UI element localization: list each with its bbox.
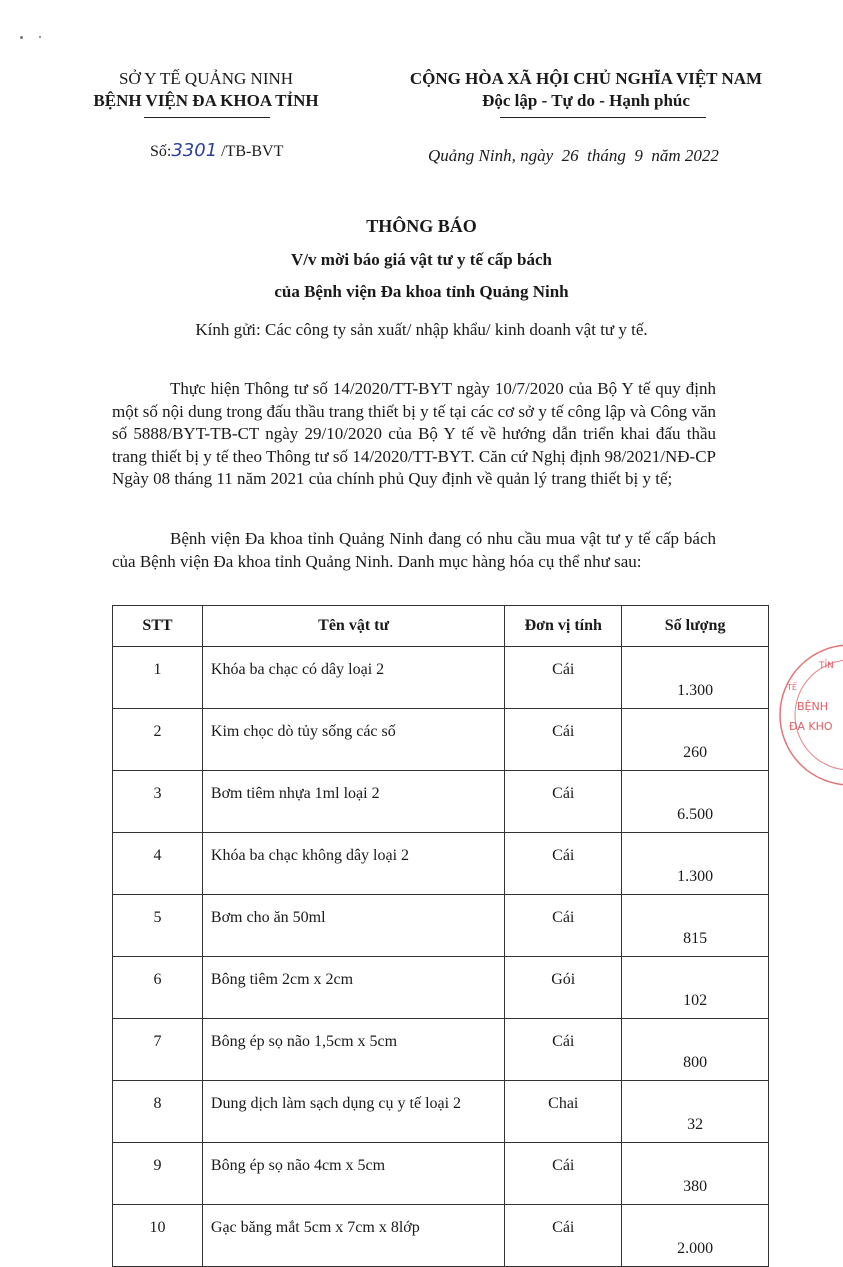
hospital-seal xyxy=(775,640,843,790)
table-row xyxy=(113,709,769,771)
row-unit: Cái xyxy=(505,1205,622,1267)
row-stt: 3 xyxy=(113,771,203,833)
row-item-name: Bông tiêm 2cm x 2cm xyxy=(202,957,504,1019)
row-quantity: 380 xyxy=(622,1143,769,1205)
row-stt: 7 xyxy=(113,1019,203,1081)
row-quantity: 815 xyxy=(622,895,769,957)
body-paragraph-1-text: Thực hiện Thông tư số 14/2020/TT-BYT ngày 10/7/2020 của Bộ Y tế quy định một số nội dung trong đấu thầu trang thiết bị y tế tại các cơ sở y tế công lập và Công văn số 5888/BYT-TB-CT ngày 29/10/2020 của Bộ Y tế về hướng dẫn triển khai đấu thầu trang thiết bị y tế theo Thông tư số 14/2020/TT-BYT. Căn cứ Nghị định 98/2021/NĐ-CP Ngày 08 tháng 11 năm 2021 của chính phủ Quy định về quản lý trang thiết bị y tế; xyxy=(112,379,716,488)
col-header-unit: Đơn vị tính xyxy=(505,606,622,647)
table-row xyxy=(113,833,769,895)
row-stt: 2 xyxy=(113,709,203,771)
agency-header xyxy=(86,68,326,112)
agency-underline xyxy=(144,117,270,118)
seal-inner-ring xyxy=(795,660,843,770)
body-paragraph-1 xyxy=(112,378,716,491)
row-item-name: Khóa ba chạc không dây loại 2 xyxy=(202,833,504,895)
row-unit: Cái xyxy=(505,1143,622,1205)
seal-text-line2: ĐA KHO xyxy=(789,720,833,733)
row-stt: 10 xyxy=(113,1205,203,1267)
row-stt: 6 xyxy=(113,957,203,1019)
document-subject: V/v mời báo giá vật tư y tế cấp bách xyxy=(291,250,552,269)
row-stt: 9 xyxy=(113,1143,203,1205)
document-subject-org: của Bệnh viện Đa khoa tỉnh Quảng Ninh xyxy=(274,282,569,301)
document-number-suffix: /TB-BVT xyxy=(221,143,284,160)
seal-top-text: TỈN xyxy=(819,661,834,671)
body-paragraph-2 xyxy=(112,528,716,573)
row-unit: Cái xyxy=(505,709,622,771)
table-row xyxy=(113,1143,769,1205)
seal-icon xyxy=(775,640,843,790)
row-unit: Cái xyxy=(505,771,622,833)
row-quantity: 2.000 xyxy=(622,1205,769,1267)
table-row xyxy=(113,1205,769,1267)
row-quantity: 1.300 xyxy=(622,647,769,709)
seal-text-line1: BỆNH xyxy=(797,700,828,713)
row-unit: Gói xyxy=(505,957,622,1019)
document-number-prefix: Số: xyxy=(150,143,172,160)
seal-side-text: TẾ xyxy=(787,683,797,692)
table-row xyxy=(113,1081,769,1143)
row-item-name: Bông ép sọ não 4cm x 5cm xyxy=(202,1143,504,1205)
national-title: CỘNG HÒA XÃ HỘI CHỦ NGHĨA VIỆT NAM xyxy=(409,69,763,88)
row-item-name: Bơm tiêm nhựa 1ml loại 2 xyxy=(202,771,504,833)
agency-name: BỆNH VIỆN ĐA KHOA TỈNH xyxy=(93,91,319,110)
table-header-row xyxy=(113,606,769,647)
row-quantity: 102 xyxy=(622,957,769,1019)
row-item-name: Bông ép sọ não 1,5cm x 5cm xyxy=(202,1019,504,1081)
body-paragraph-2-text: Bệnh viện Đa khoa tỉnh Quảng Ninh đang có nhu cầu mua vật tư y tế cấp bách của Bệnh viện Đa khoa tỉnh Quảng Ninh. Danh mục hàng hóa cụ thể như sau: xyxy=(112,529,716,571)
document-number-handwritten: 3301 xyxy=(171,140,218,161)
recipient-line: Kính gửi: Các công ty sản xuất/ nhập khẩu/ kinh doanh vật tư y tế. xyxy=(195,320,648,339)
row-item-name: Dung dịch làm sạch dụng cụ y tế loại 2 xyxy=(202,1081,504,1143)
row-stt: 4 xyxy=(113,833,203,895)
row-item-name: Kim chọc dò tủy sống các số xyxy=(202,709,504,771)
document-number xyxy=(150,140,283,161)
row-quantity: 32 xyxy=(622,1081,769,1143)
row-unit: Cái xyxy=(505,647,622,709)
col-header-stt: STT xyxy=(113,606,203,647)
row-item-name: Gạc băng mắt 5cm x 7cm x 8lớp xyxy=(202,1205,504,1267)
national-header xyxy=(376,68,796,112)
table-row xyxy=(113,1019,769,1081)
row-quantity: 6.500 xyxy=(622,771,769,833)
place-date: Quảng Ninh, ngày 26 tháng 9 năm 2022 xyxy=(428,146,719,165)
row-item-name: Bơm cho ăn 50ml xyxy=(202,895,504,957)
agency-parent: SỞ Y TẾ QUẢNG NINH xyxy=(118,69,294,88)
table-row xyxy=(113,647,769,709)
motto-underline xyxy=(500,117,706,118)
row-item-name: Khóa ba chạc có dây loại 2 xyxy=(202,647,504,709)
row-unit: Chai xyxy=(505,1081,622,1143)
items-table xyxy=(112,605,769,1267)
scan-speck xyxy=(20,36,23,39)
national-motto: Độc lập - Tự do - Hạnh phúc xyxy=(482,91,690,110)
row-stt: 1 xyxy=(113,647,203,709)
row-quantity: 1.300 xyxy=(622,833,769,895)
row-unit: Cái xyxy=(505,895,622,957)
table-row xyxy=(113,957,769,1019)
table-row xyxy=(113,895,769,957)
row-unit: Cái xyxy=(505,1019,622,1081)
row-stt: 8 xyxy=(113,1081,203,1143)
row-stt: 5 xyxy=(113,895,203,957)
document-title: THÔNG BÁO xyxy=(366,216,477,236)
table-row xyxy=(113,771,769,833)
row-unit: Cái xyxy=(505,833,622,895)
col-header-qty: Số lượng xyxy=(622,606,769,647)
row-quantity: 260 xyxy=(622,709,769,771)
row-quantity: 800 xyxy=(622,1019,769,1081)
col-header-name: Tên vật tư xyxy=(202,606,504,647)
scan-speck xyxy=(39,36,41,38)
